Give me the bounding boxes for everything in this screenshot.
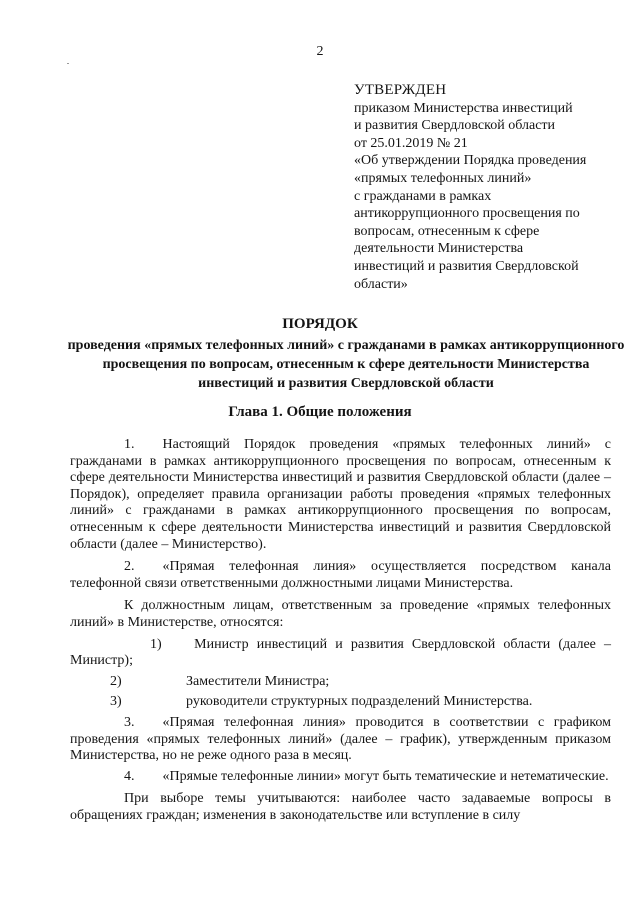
list-item <box>70 694 611 711</box>
page-number: 2 <box>316 44 324 59</box>
approval-line: и развития Свердловской области <box>354 118 556 134</box>
approval-line: от 25.01.2019 № 21 <box>354 135 468 151</box>
approval-line: области» <box>354 276 408 292</box>
document-subtitle: проведения «прямых телефонных линий» с гражданами в рамках антикоррупционного просвещения по вопросам, отнесенным к сфере деятельности Министерства инвестиций и развития Свердловской области <box>67 338 625 391</box>
approval-line: с гражданами в рамках <box>354 188 492 204</box>
approval-title: УТВЕРЖДЕН <box>354 82 447 98</box>
paragraph-3: К должностным лицам, ответственным за проведение «прямых телефонных линий» в Министерстве, относятся: <box>70 598 611 630</box>
paragraph-5: 4. «Прямые телефонные линии» могут быть тематические и нетематические. <box>124 768 609 784</box>
approval-line: «Об утверждении Порядка проведения <box>354 153 587 169</box>
approval-line: вопросам, отнесенным к сфере <box>354 223 540 239</box>
document-title: ПОРЯДОК <box>282 316 358 332</box>
scan-speck <box>67 63 69 64</box>
chapter-heading: Глава 1. Общие положения <box>228 404 412 420</box>
approval-line: деятельности Министерства <box>354 241 524 257</box>
approval-line: «прямых телефонных линий» <box>354 170 532 186</box>
approval-line: антикоррупционного просвещения по <box>354 206 580 222</box>
list-item-number: 2) <box>110 673 122 689</box>
list-item-text: Заместители Министра; <box>186 673 330 689</box>
list-item-number: 1) <box>150 636 162 652</box>
list-item-number: 3) <box>110 694 122 710</box>
list-item <box>70 674 611 691</box>
list-item-text: Министр инвестиций и развития Свердловской области (далее – Министр); <box>70 636 612 669</box>
approval-block <box>354 82 620 293</box>
list-item-text: руководители структурных подразделений Министерства. <box>186 694 533 710</box>
paragraph-1: 1. Настоящий Порядок проведения «прямых телефонных линий» с гражданами в рамках антикоррупционного просвещения по вопросам, отнесенным к сфере деятельности Министерства инвестиций и развития Свердловской области (далее – Порядок), определяет правила организации работы проведения «прямых телефонных линий» с гражданами в рамках антикоррупционного просвещения по вопросам, отнесенным к сфере деятельности Министерства инвестиций и развития Свердловской области (далее – Министерство). <box>70 437 611 552</box>
paragraph-4: 3. «Прямая телефонная линия» проводится в соответствии с графиком проведения «прямых телефонных линий» (далее – график), утвержденным приказом Министерства, но не реже одного раза в месяц. <box>70 714 611 764</box>
approval-line: инвестиций и развития Свердловской <box>354 258 579 274</box>
document-body <box>70 437 611 824</box>
paragraph-2: 2. «Прямая телефонная линия» осуществляется посредством канала телефонной связи ответственными должностными лицами Министерства. <box>70 559 611 591</box>
paragraph-6: При выборе темы учитываются: наиболее часто задаваемые вопросы в обращениях граждан; изменения в законодательстве или вступление в силу <box>70 791 611 823</box>
approval-line: приказом Министерства инвестиций <box>354 100 573 116</box>
list-item <box>70 637 611 670</box>
